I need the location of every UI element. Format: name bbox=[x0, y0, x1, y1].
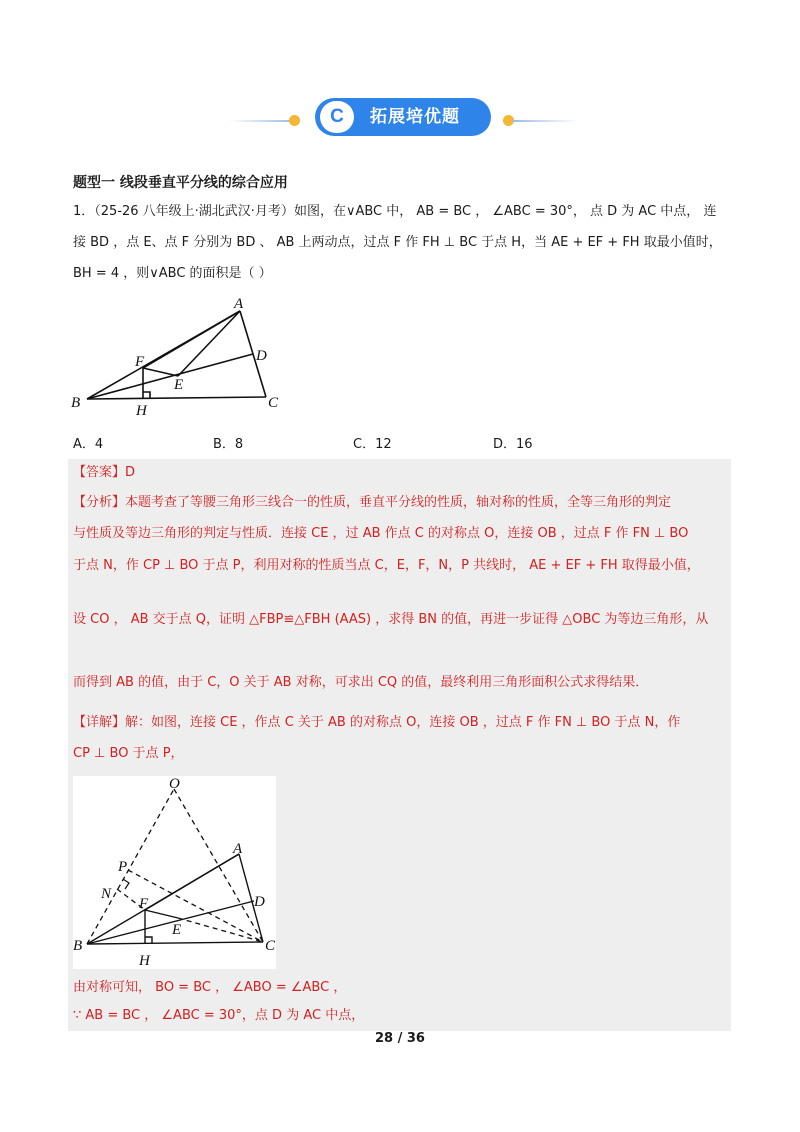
banner-left-dot bbox=[289, 115, 300, 126]
banner-title: 拓展培优题 bbox=[370, 107, 460, 127]
fig1-label-d: D bbox=[256, 348, 267, 364]
fig1-label-h: H bbox=[136, 403, 147, 419]
banner-left-line bbox=[228, 120, 294, 122]
question-line-3: BH = 4 ，则∨ABC 的面积是（ ） bbox=[73, 266, 272, 281]
detail-line-2: CP ⊥ BO 于点 P， bbox=[73, 746, 184, 761]
analysis-line-3: 于点 N，作 CP ⊥ BO 于点 P，利用对称的性质当点 C，E，F，N，P 共线时， AE + EF + FH 取得最小值， bbox=[73, 558, 700, 573]
option-a: A．4 bbox=[73, 437, 104, 452]
fig2-label-p: P bbox=[118, 859, 128, 875]
page-number: 28 / 36 bbox=[375, 1031, 425, 1046]
fig1-label-c: C bbox=[268, 395, 279, 411]
tail-line-1: 由对称可知， BO = BC ， ∠ABO = ∠ABC ， bbox=[73, 980, 347, 995]
fig2-label-b: B bbox=[73, 938, 83, 954]
option-d: D．16 bbox=[493, 437, 533, 452]
option-b: B．8 bbox=[213, 437, 244, 452]
fig2-label-e: E bbox=[172, 922, 182, 938]
fig2-label-h: H bbox=[139, 953, 150, 969]
analysis-line-5: 而得到 AB 的值，由于 C，O 关于 AB 对称，可求出 CQ 的值，最终利用三角形面积公式求得结果． bbox=[73, 675, 649, 690]
fig1-label-e: E bbox=[174, 377, 184, 393]
analysis-line-4: 设 CO ， AB 交于点 Q，证明 △FBP≌△FBH (AAS) ，求得 BN 的值，再进一步证得 △OBC 为等边三角形，从 bbox=[73, 612, 709, 627]
analysis-line-2: 与性质及等边三角形的判定与性质．连接 CE ，过 AB 作点 C 的对称点 O，连接 OB ，过点 F 作 FN ⊥ BO bbox=[73, 526, 689, 541]
question-figure bbox=[66, 295, 296, 420]
fig2-label-f: F bbox=[139, 896, 149, 912]
fig1-label-f: F bbox=[135, 354, 145, 370]
fig2-label-n: N bbox=[101, 886, 112, 902]
banner-right-line bbox=[512, 120, 578, 122]
answer-line: 【答案】D bbox=[73, 465, 136, 480]
banner-badge: C bbox=[320, 101, 354, 133]
section-title: 题型一 线段垂直平分线的综合应用 bbox=[73, 175, 288, 191]
fig2-label-a: A bbox=[233, 841, 243, 857]
question-line-1: 1．（25-26 八年级上·湖北武汉·月考）如图，在∨ABC 中， AB = BC ， ∠ABC = 30°， 点 D 为 AC 中点， 连 bbox=[73, 204, 717, 219]
fig2-label-c: C bbox=[265, 938, 276, 954]
fig2-label-d: D bbox=[254, 894, 265, 910]
fig1-label-a: A bbox=[234, 296, 244, 312]
fig1-label-b: B bbox=[71, 395, 81, 411]
analysis-line-1: 【分析】本题考查了等腰三角形三线合一的性质，垂直平分线的性质，轴对称的性质，全等三角形的判定 bbox=[73, 495, 672, 510]
fig2-label-o: O bbox=[169, 776, 180, 792]
detail-line-1: 【详解】解：如图，连接 CE ，作点 C 关于 AB 的对称点 O，连接 OB ，过点 F 作 FN ⊥ BO 于点 N，作 bbox=[73, 715, 681, 730]
option-c: C．12 bbox=[353, 437, 392, 452]
solution-figure bbox=[73, 776, 283, 969]
tail-line-2: ∵ AB = BC ， ∠ABC = 30°，点 D 为 AC 中点， bbox=[73, 1008, 365, 1023]
question-line-2: 接 BD ，点 E、点 F 分别为 BD 、 AB 上两动点，过点 F 作 FH ⊥ BC 于点 H，当 AE + EF + FH 取最小值时， bbox=[73, 235, 722, 250]
